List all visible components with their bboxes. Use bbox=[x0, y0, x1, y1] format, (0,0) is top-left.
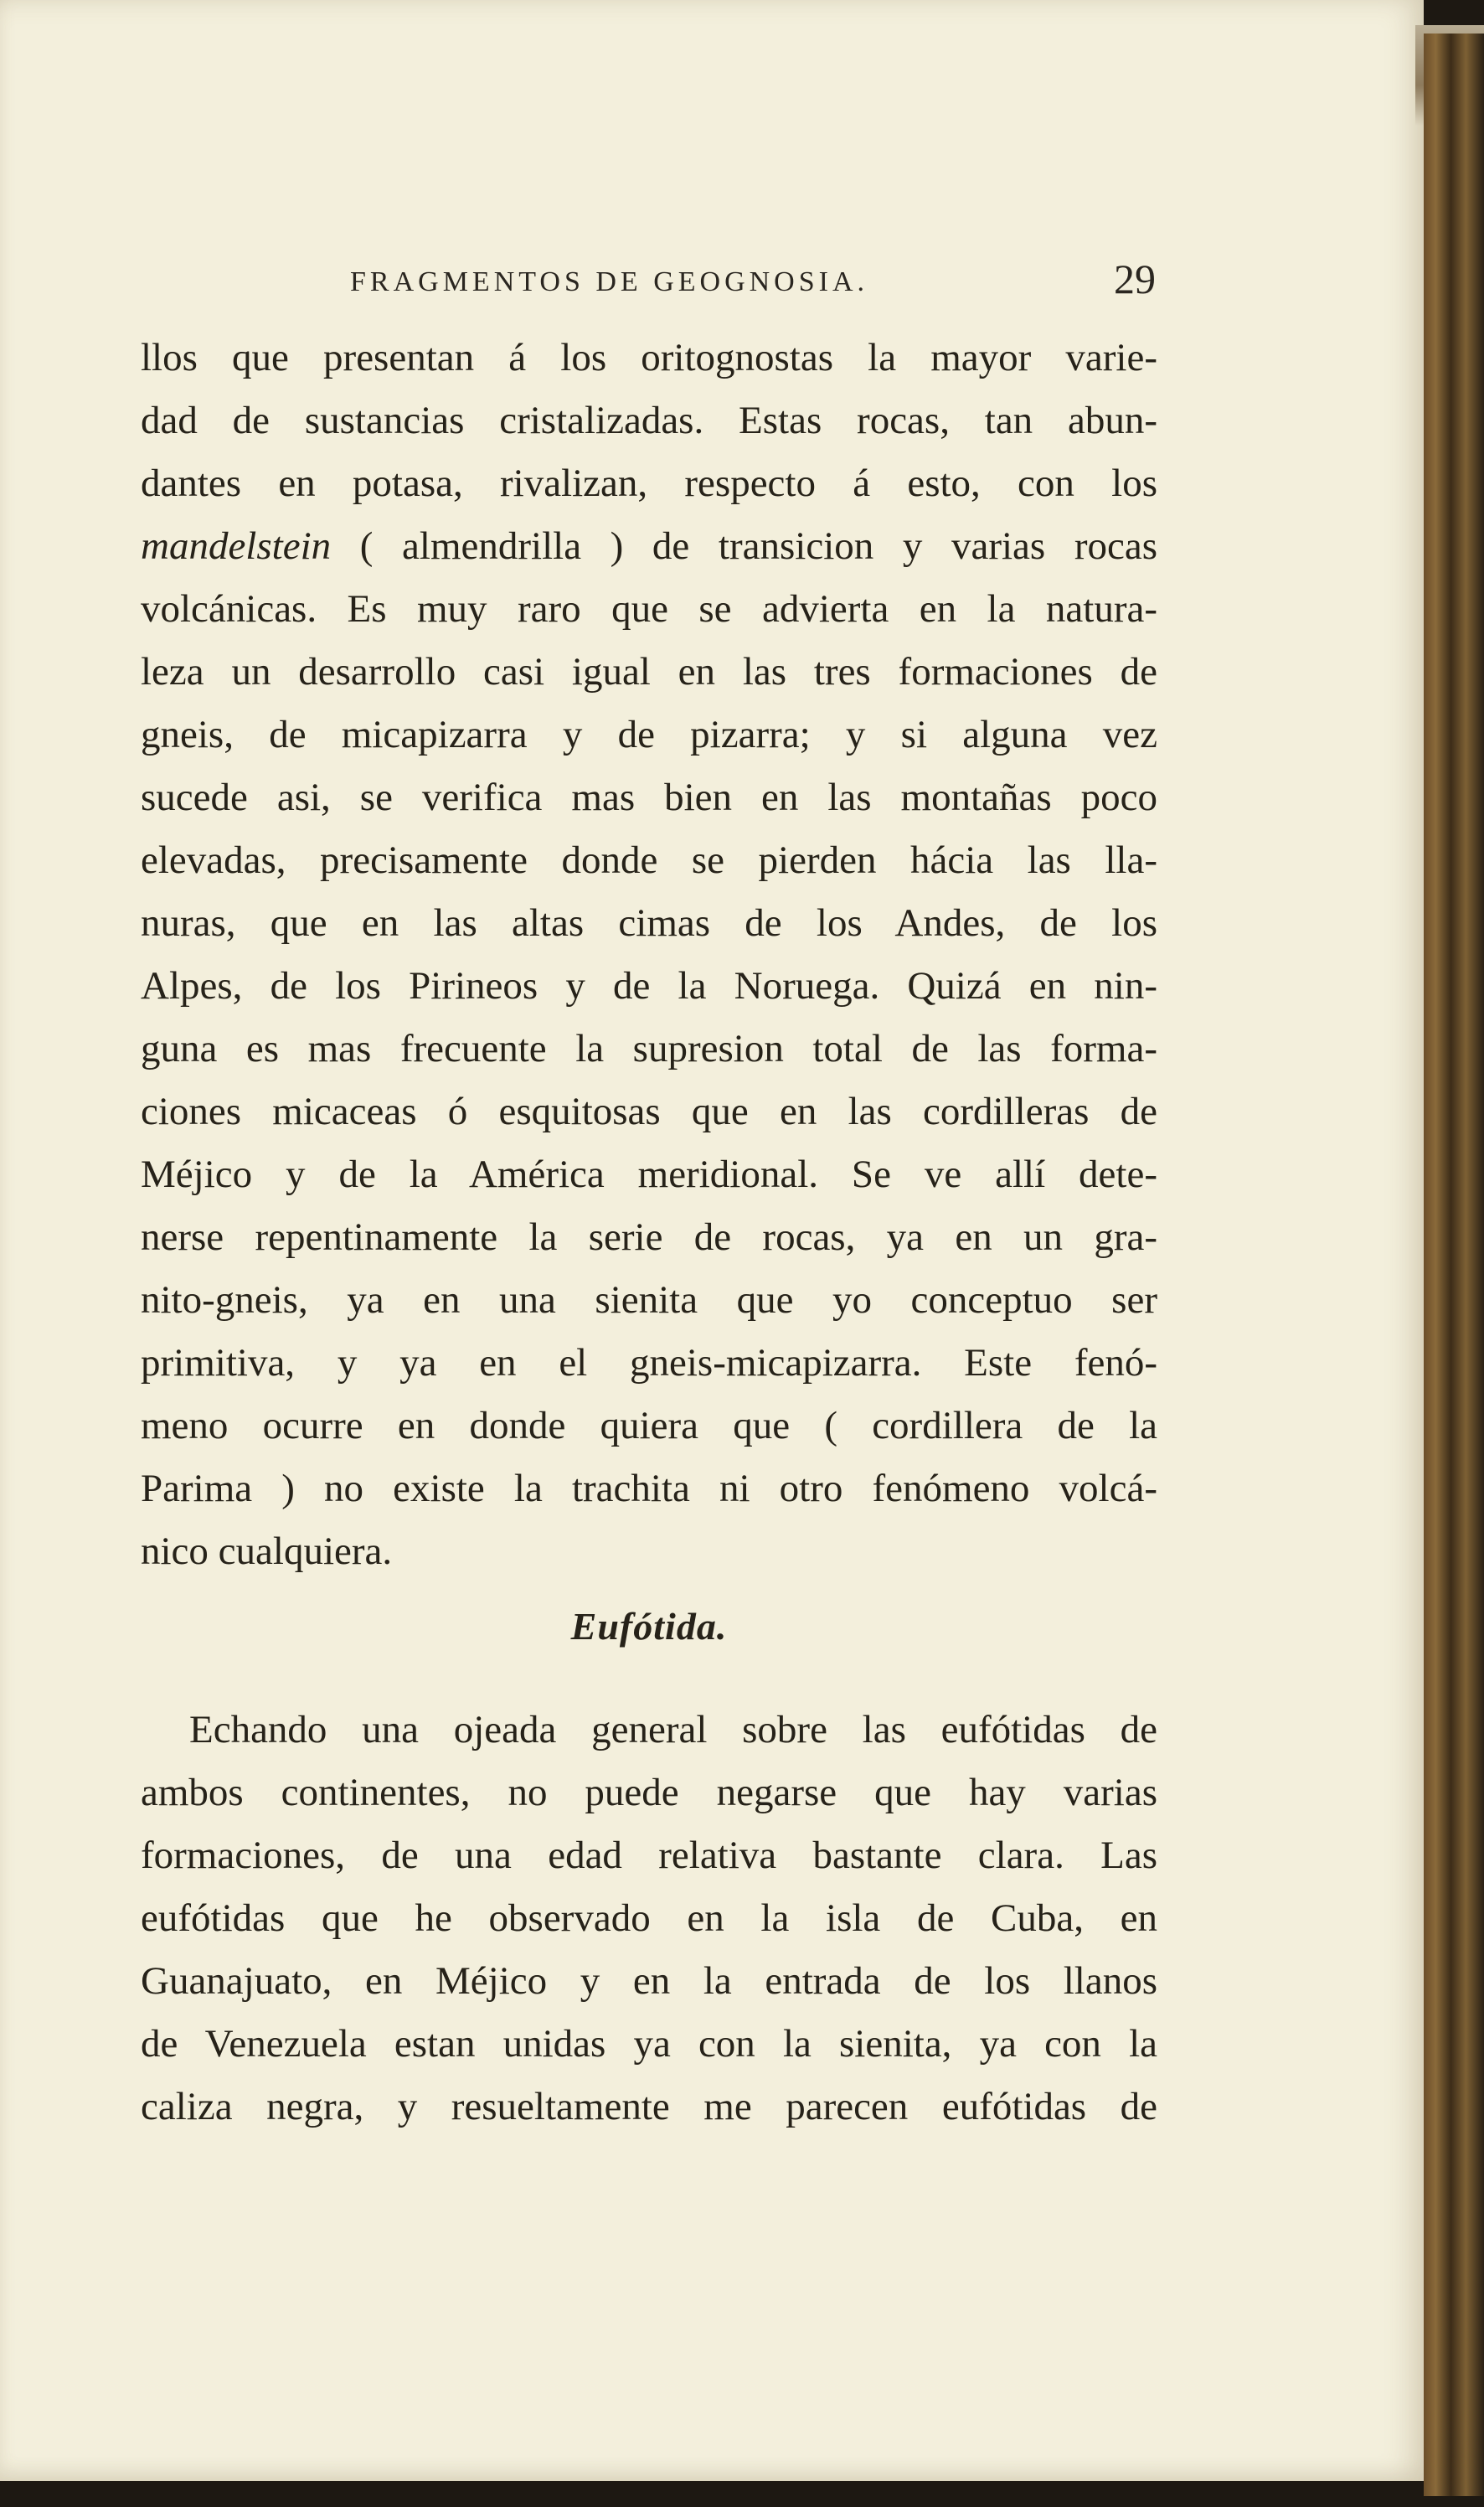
book-page-edges bbox=[1424, 34, 1484, 2496]
text-line: volcánicas. Es muy raro que se advierta en la natura- bbox=[141, 587, 1157, 631]
running-head bbox=[142, 255, 1156, 312]
text-line: nico cualquiera. bbox=[141, 1529, 393, 1573]
text-line: Guanajuato, en Méjico y en la entrada de los llanos bbox=[141, 1959, 1157, 2003]
text-line: nuras, que en las altas cimas de los Andes, de los bbox=[141, 901, 1157, 945]
text-line: ciones micaceas ó esquitosas que en las cordilleras de bbox=[141, 1090, 1157, 1133]
section-title: Eufótida. bbox=[570, 1605, 728, 1648]
text-line: Echando una ojeada general sobre las eufótidas de bbox=[189, 1708, 1157, 1751]
body-text bbox=[141, 327, 1157, 2138]
text-line: sucede asi, se verifica mas bien en las montañas poco bbox=[141, 776, 1157, 819]
text-line: Alpes, de los Pirineos y de la Noruega. Quizá en nin- bbox=[141, 964, 1157, 1008]
text-line: formaciones, de una edad relativa bastante clara. Las bbox=[141, 1834, 1157, 1877]
text-line: eufótidas que he observado en la isla de Cuba, en bbox=[141, 1896, 1157, 1940]
text-line: dad de sustancias cristalizadas. Estas rocas, tan abun- bbox=[141, 399, 1157, 442]
text-line: ambos continentes, no puede negarse que hay varias bbox=[141, 1771, 1157, 1814]
text-line: nerse repentinamente la serie de rocas, ya en un gra- bbox=[141, 1215, 1157, 1259]
page-number: 29 bbox=[1114, 255, 1156, 302]
running-title: FRAGMENTOS DE GEOGNOSIA. bbox=[350, 266, 869, 297]
text-line: dantes en potasa, rivalizan, respecto á esto, con los bbox=[141, 462, 1157, 505]
text-line-rest: ( almendrilla ) de transicion y varias rocas bbox=[331, 524, 1157, 568]
text-line: meno ocurre en donde quiera que ( cordillera de la bbox=[141, 1404, 1157, 1447]
text-line: gneis, de micapizarra y de pizarra; y si alguna vez bbox=[141, 713, 1157, 756]
text-line bbox=[141, 515, 1157, 578]
text-line: guna es mas frecuente la supresion total de las forma- bbox=[141, 1027, 1157, 1070]
text-line: leza un desarrollo casi igual en las tres formaciones de bbox=[141, 650, 1157, 694]
text-line: llos que presentan á los oritognostas la mayor varie- bbox=[141, 336, 1157, 379]
italic-term: mandelstein bbox=[141, 524, 332, 568]
text-line: elevadas, precisamente donde se pierden hácia las lla- bbox=[141, 838, 1157, 882]
text-line: caliza negra, y resueltamente me parecen eufótidas de bbox=[141, 2085, 1157, 2128]
text-line: de Venezuela estan unidas ya con la sienita, ya con la bbox=[141, 2022, 1157, 2066]
text-line: Parima ) no existe la trachita ni otro fenómeno volcá- bbox=[141, 1467, 1157, 1510]
text-line: Méjico y de la América meridional. Se ve allí dete- bbox=[141, 1153, 1157, 1196]
text-line: primitiva, y ya en el gneis-micapizarra. Este fenó- bbox=[141, 1341, 1157, 1385]
text-line: nito-gneis, ya en una sienita que yo conceptuo ser bbox=[141, 1278, 1157, 1322]
